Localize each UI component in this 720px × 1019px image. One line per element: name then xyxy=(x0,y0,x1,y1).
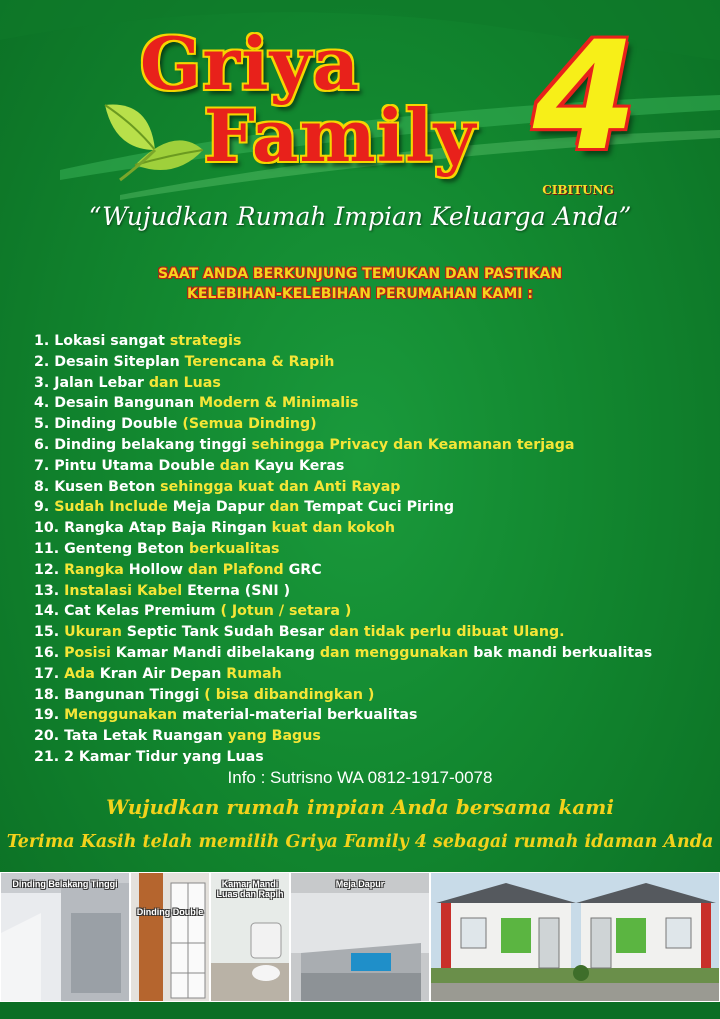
feature-text: Hollow xyxy=(128,561,188,578)
feature-text: Posisi xyxy=(64,644,116,661)
bottom-band xyxy=(0,1002,720,1019)
feature-text: 4. Desain Bangunan xyxy=(34,395,199,412)
feature-text: dan Plafond xyxy=(187,561,289,578)
feature-text: dan menggunakan xyxy=(319,644,474,661)
feature-text: Ada xyxy=(64,665,100,682)
feature-text: dan Luas xyxy=(148,374,221,391)
feature-text: Kamar Mandi dibelakang xyxy=(115,644,320,661)
feature-item xyxy=(34,414,714,435)
slogan: Wujudkan rumah impian Anda bersama kami xyxy=(106,795,614,819)
photo-kitchen xyxy=(290,872,430,1002)
feature-list xyxy=(34,331,714,768)
feature-text: sehingga Privacy dan Keamanan terjaga xyxy=(251,436,575,453)
kitchen-image xyxy=(291,873,430,1002)
tagline: “Wujudkan Rumah Impian Keluarga Anda” xyxy=(88,202,632,231)
feature-text: 1. Lokasi sangat xyxy=(34,333,170,349)
feature-text: 6. Dinding belakang tinggi xyxy=(34,436,252,453)
feature-text: 14. Cat Kelas Premium xyxy=(34,603,221,620)
brand-title-line-2: Family xyxy=(203,93,477,178)
feature-item xyxy=(34,643,714,664)
photo-label-kitchen: Meja Dapur xyxy=(335,879,385,889)
feature-text: (Semua Dinding) xyxy=(182,416,317,433)
feature-text: 5. Dinding Double xyxy=(34,416,183,433)
feature-text: 11. Genteng Beton xyxy=(34,540,190,557)
feature-item xyxy=(34,539,714,560)
house-front-image xyxy=(431,873,720,1002)
feature-text: ( bisa dibandingkan ) xyxy=(204,686,375,703)
feature-text: 16. xyxy=(34,644,65,661)
double-wall-image xyxy=(131,873,210,1002)
feature-item xyxy=(34,705,714,726)
intro-line-2: KELEBIHAN-KELEBIHAN PERUMAHAN KAMI : xyxy=(187,286,533,302)
feature-text: 10. Rangka Atap Baja Ringan xyxy=(34,520,272,537)
feature-text: yang Bagus xyxy=(227,728,321,745)
feature-text: 15. xyxy=(34,624,65,641)
feature-text: strategis xyxy=(169,333,242,349)
feature-text: ( Jotun / setara ) xyxy=(220,603,352,620)
photo-label-bathroom: Kamar Mandi Luas dan Rapih xyxy=(216,879,284,899)
feature-item xyxy=(34,726,714,747)
feature-item xyxy=(34,373,714,394)
feature-item xyxy=(34,497,714,518)
feature-text: 2. Desain Siteplan xyxy=(34,353,185,370)
feature-text: dan tidak perlu dibuat Ulang. xyxy=(329,624,565,641)
feature-text: Tempat Cuci Piring xyxy=(304,499,454,516)
contact-info: Info : Sutrisno WA 0812-1917-0078 xyxy=(227,768,493,787)
brand-location: CIBITUNG xyxy=(542,183,614,197)
feature-item xyxy=(34,622,714,643)
photo-back-wall xyxy=(0,872,130,1002)
feature-item xyxy=(34,664,714,685)
feature-text: Sudah Include xyxy=(54,499,173,516)
feature-text: Instalasi Kabel xyxy=(64,582,188,599)
photo-label-back-wall: Dinding Belakang Tinggi xyxy=(12,879,118,889)
feature-text: berkualitas xyxy=(189,540,280,557)
feature-text: 20. Tata Letak Ruangan xyxy=(34,728,228,745)
feature-text: 21. 2 Kamar Tidur xyxy=(34,748,183,765)
feature-text: GRC xyxy=(288,561,322,578)
feature-text: Septic Tank Sudah Besar xyxy=(126,624,330,641)
feature-item xyxy=(34,747,714,768)
feature-text: Eterna (SNI ) xyxy=(187,582,291,599)
photo-bathroom xyxy=(210,872,290,1002)
feature-item xyxy=(34,331,714,352)
photo-double-wall xyxy=(130,872,210,1002)
back-wall-image xyxy=(1,873,130,1002)
feature-text: 7. Pintu Utama Double xyxy=(34,457,220,474)
feature-item xyxy=(34,560,714,581)
intro-line-1: SAAT ANDA BERKUNJUNG TEMUKAN DAN PASTIKAN xyxy=(157,266,563,282)
feature-text: Modern & Minimalis xyxy=(198,395,359,412)
feature-text: Rumah xyxy=(226,665,282,682)
feature-item xyxy=(34,601,714,622)
feature-text: Rangka xyxy=(64,561,129,578)
feature-item xyxy=(34,435,714,456)
feature-item xyxy=(34,518,714,539)
brand-title-line-1: Griya xyxy=(139,21,361,106)
feature-text: dan xyxy=(219,457,255,474)
feature-text: sehingga kuat dan Anti Rayap xyxy=(160,478,401,495)
feature-text: 12. xyxy=(34,561,65,578)
feature-text: Menggunakan xyxy=(64,707,183,724)
photo-label-double-wall: Dinding Double xyxy=(136,907,204,917)
feature-item xyxy=(34,352,714,373)
thank-you-note: Terima Kasih telah memilih Griya Family 4 sebagai rumah idaman Anda xyxy=(6,832,714,852)
intro-heading xyxy=(0,264,720,304)
feature-text: Meja Dapur xyxy=(172,499,270,516)
feature-text: 9. xyxy=(34,499,55,516)
feature-text: Ukuran xyxy=(64,624,127,641)
feature-text: 8. Kusen Beton xyxy=(34,478,161,495)
feature-text: 13. xyxy=(34,582,65,599)
feature-text: Terencana & Rapih xyxy=(184,353,335,370)
feature-text: material-material berkualitas xyxy=(182,707,418,724)
feature-text: 19. xyxy=(34,707,65,724)
feature-text: Kayu Keras xyxy=(254,457,345,474)
feature-text: 18. Bangunan Tinggi xyxy=(34,686,205,703)
brand-number: 4 xyxy=(532,10,638,184)
feature-text: Kran Air Depan xyxy=(99,665,227,682)
feature-item xyxy=(34,456,714,477)
photo-house-front xyxy=(430,872,720,1002)
feature-text: 17. xyxy=(34,665,65,682)
feature-text: dan xyxy=(269,499,305,516)
feature-item xyxy=(34,393,714,414)
photo-strip xyxy=(0,872,720,1002)
feature-text: bak mandi berkualitas xyxy=(473,644,653,661)
feature-item xyxy=(34,477,714,498)
feature-item xyxy=(34,685,714,706)
feature-item xyxy=(34,581,714,602)
feature-text: 3. Jalan Lebar xyxy=(34,374,149,391)
feature-text: yang Luas xyxy=(182,748,264,765)
feature-text: kuat dan kokoh xyxy=(271,520,395,537)
